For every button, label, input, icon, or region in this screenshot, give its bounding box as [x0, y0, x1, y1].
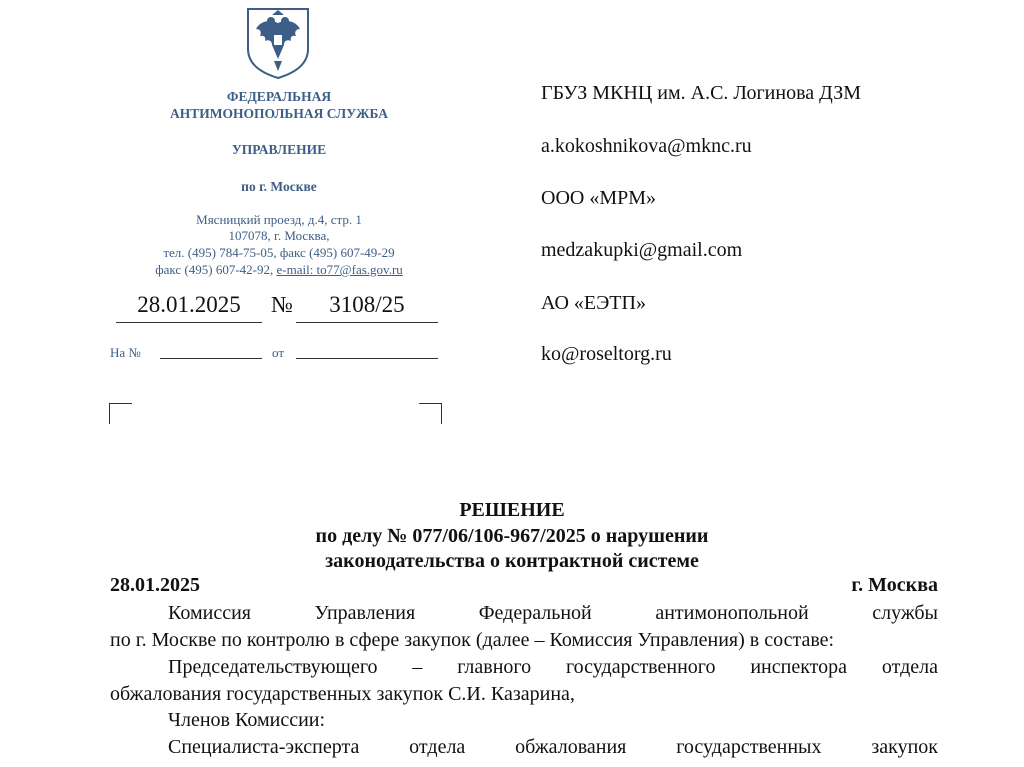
paragraph-specialist-line1: Специалиста-эксперта отдела обжалования государственных закупок [168, 736, 938, 758]
paragraph-commission-line1: Комиссия Управления Федеральной антимонопольной службы [168, 602, 938, 624]
registration-date: 28.01.2025 [116, 292, 262, 323]
decision-title: РЕШЕНИЕ [459, 499, 565, 521]
fax-email-line [112, 262, 446, 278]
decision-subtitle-line2: законодательства о контрактной системе [325, 550, 699, 572]
reference-label: На № [110, 345, 141, 360]
from-label: от [272, 345, 285, 360]
department-city: по г. Москве [241, 179, 317, 194]
recipient-organization-1: ГБУЗ МКНЦ им. А.С. Логинова ДЗМ [541, 82, 862, 104]
decision-place: г. Москва [851, 574, 938, 596]
paragraph-chair-line1: Председательствующего – главного государственного инспектора отдела [168, 656, 938, 678]
decision-date: 28.01.2025 [110, 574, 200, 596]
recipient-organization-2: ООО «МРМ» [541, 187, 657, 209]
corner-bracket-right [419, 403, 442, 424]
decision-subtitle-line1: по делу № 077/06/106-967/2025 о нарушении [315, 525, 709, 547]
paragraph-members: Членов Комиссии: [168, 709, 326, 731]
recipient-email-2: medzakupki@gmail.com [541, 239, 743, 261]
paragraph-chair-line2: обжалования государственных закупок С.И. Казарина, [110, 683, 575, 705]
agency-name-line1: ФЕДЕРАЛЬНАЯ [226, 89, 332, 104]
coat-of-arms-emblem [244, 5, 312, 81]
registration-number: 3108/25 [296, 292, 438, 323]
paragraph-commission-line2: по г. Москве по контролю в сфере закупок (далее – Комиссия Управления) в составе: [110, 629, 835, 651]
phone-line: тел. (495) 784-75-05, факс (495) 607-49-29 [163, 245, 395, 260]
recipient-organization-3: АО «ЕЭТП» [541, 292, 646, 314]
address-line2: 107078, г. Москва, [228, 228, 330, 243]
recipient-email-1: a.kokoshnikova@mknc.ru [541, 135, 752, 157]
department-label: УПРАВЛЕНИЕ [231, 142, 327, 157]
address-line1: Мясницкий проезд, д.4, стр. 1 [196, 212, 362, 227]
recipient-email-3: ko@roseltorg.ru [541, 343, 672, 365]
number-sign: № [271, 292, 293, 317]
fax-text: факс (495) 607-42-92, [155, 262, 277, 277]
reference-number-line [160, 358, 262, 359]
reference-date-line [296, 358, 438, 359]
agency-name-line2: АНТИМОНОПОЛЬНАЯ СЛУЖБА [170, 106, 388, 121]
email-link[interactable]: e-mail: to77@fas.gov.ru [276, 262, 403, 277]
corner-bracket-left [109, 403, 132, 424]
